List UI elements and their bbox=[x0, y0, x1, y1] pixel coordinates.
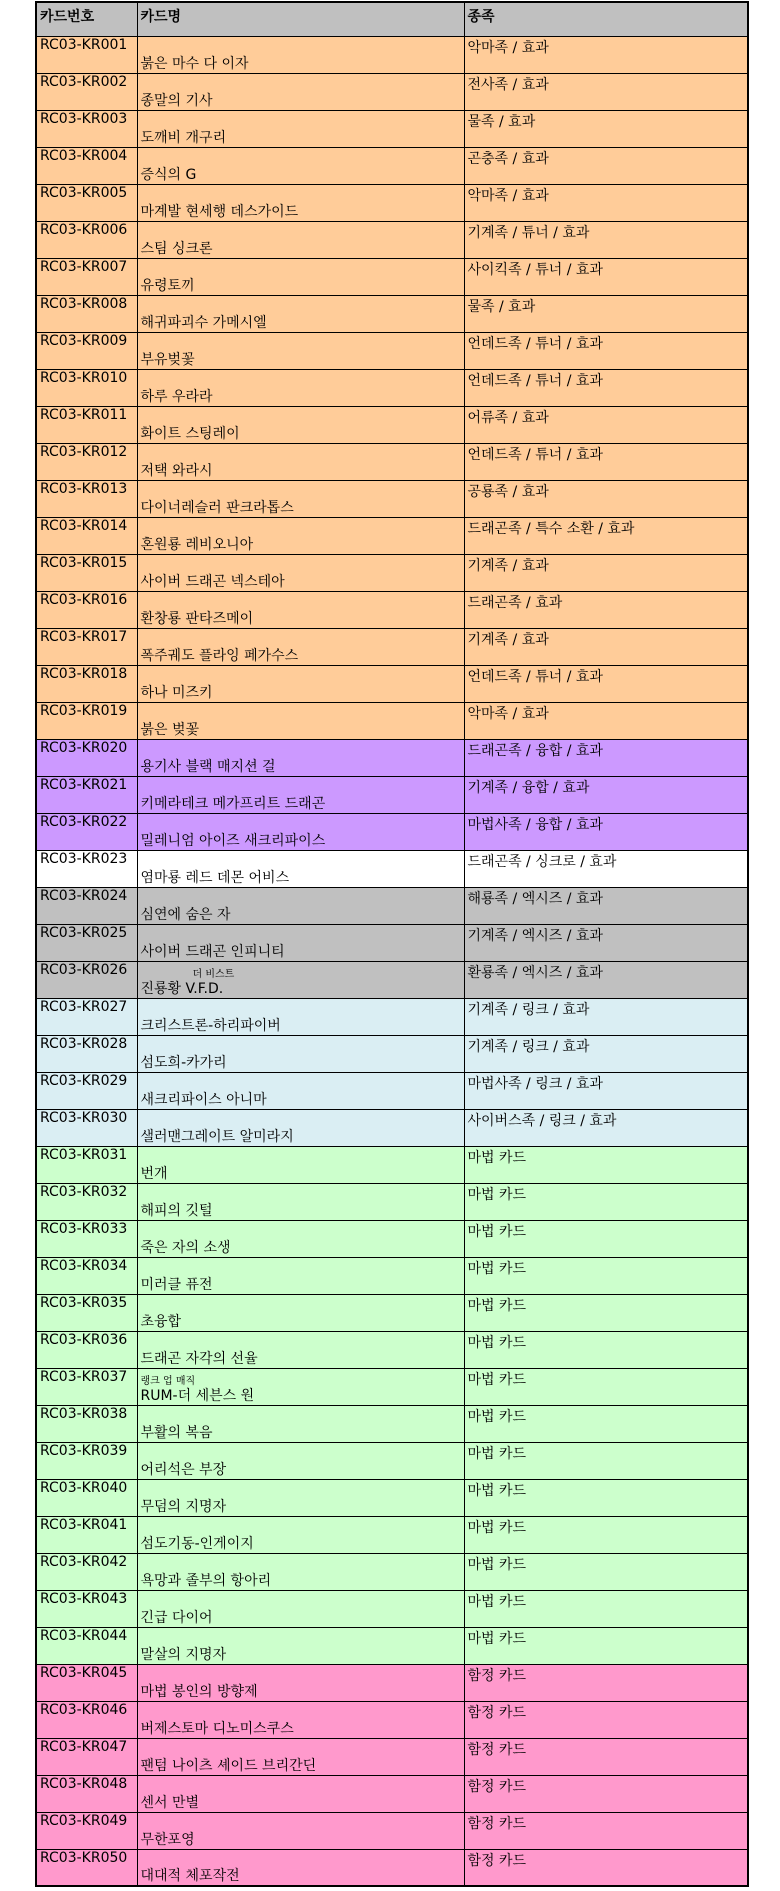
table-row bbox=[36, 1442, 748, 1479]
card-name-text: 번개 bbox=[140, 1165, 168, 1182]
card-name-text: 센서 만별 bbox=[140, 1794, 200, 1811]
card-name-text: 종말의 기사 bbox=[140, 92, 213, 109]
card-number-cell: RC03-KR005 bbox=[36, 184, 137, 221]
race-cell: 해룡족 / 엑시즈 / 효과 bbox=[464, 887, 748, 924]
race-cell: 기계족 / 링크 / 효과 bbox=[464, 1035, 748, 1072]
card-name-text: 스팀 싱크론 bbox=[140, 240, 213, 257]
card-name-cell bbox=[137, 258, 464, 295]
race-cell: 함정 카드 bbox=[464, 1849, 748, 1886]
race-cell: 마법 카드 bbox=[464, 1220, 748, 1257]
card-name-text: 섬도희-카가리 bbox=[140, 1054, 227, 1071]
table-row bbox=[36, 1590, 748, 1627]
card-name-cell bbox=[137, 221, 464, 258]
table-row bbox=[36, 110, 748, 147]
table-row bbox=[36, 480, 748, 517]
card-name-cell bbox=[137, 406, 464, 443]
table-row bbox=[36, 961, 748, 998]
card-number-cell: RC03-KR013 bbox=[36, 480, 137, 517]
race-cell: 곤충족 / 효과 bbox=[464, 147, 748, 184]
card-name-text: 초융합 bbox=[140, 1313, 182, 1330]
card-name-text: 마법 봉인의 방향제 bbox=[140, 1683, 258, 1700]
race-cell: 악마족 / 효과 bbox=[464, 36, 748, 73]
table-row bbox=[36, 443, 748, 480]
card-name-cell bbox=[137, 776, 464, 813]
card-name-text: 혼원룡 레비오니아 bbox=[140, 536, 254, 553]
card-name-text: 대대적 체포작전 bbox=[140, 1868, 240, 1884]
card-name-text: 다이너레슬러 판크라톱스 bbox=[140, 499, 294, 516]
race-cell: 마법사족 / 융합 / 효과 bbox=[464, 813, 748, 850]
card-name-cell bbox=[137, 665, 464, 702]
race-cell: 드래곤족 / 융합 / 효과 bbox=[464, 739, 748, 776]
race-cell: 물족 / 효과 bbox=[464, 295, 748, 332]
card-name-text: 마계발 현세행 데스가이드 bbox=[140, 203, 299, 220]
table-row bbox=[36, 591, 748, 628]
card-name-text: 새크리파이스 아니마 bbox=[140, 1091, 267, 1108]
card-number-cell: RC03-KR044 bbox=[36, 1627, 137, 1664]
card-name-text: 긴급 다이어 bbox=[140, 1609, 213, 1626]
card-name-text: 붉은 마수 다 이자 bbox=[140, 55, 249, 72]
card-name-cell bbox=[137, 1627, 464, 1664]
card-name-cell bbox=[137, 147, 464, 184]
card-number-cell: RC03-KR041 bbox=[36, 1516, 137, 1553]
table-row bbox=[36, 1738, 748, 1775]
race-cell: 환룡족 / 엑시즈 / 효과 bbox=[464, 961, 748, 998]
race-cell: 함정 카드 bbox=[464, 1664, 748, 1701]
card-number-cell: RC03-KR012 bbox=[36, 443, 137, 480]
card-number-cell: RC03-KR019 bbox=[36, 702, 137, 739]
card-name-ruby: 랭크 업 매직 bbox=[140, 1375, 196, 1387]
race-cell: 전사족 / 효과 bbox=[464, 73, 748, 110]
header-row bbox=[36, 2, 748, 36]
table-row bbox=[36, 628, 748, 665]
table-row bbox=[36, 1109, 748, 1146]
table-row bbox=[36, 1405, 748, 1442]
table-row bbox=[36, 258, 748, 295]
card-name-cell bbox=[137, 591, 464, 628]
card-name-cell bbox=[137, 702, 464, 739]
card-name-cell bbox=[137, 924, 464, 961]
card-number-cell: RC03-KR047 bbox=[36, 1738, 137, 1775]
card-number-cell: RC03-KR046 bbox=[36, 1701, 137, 1738]
card-name-cell bbox=[137, 961, 464, 998]
card-name-cell bbox=[137, 480, 464, 517]
table-row bbox=[36, 554, 748, 591]
card-number-cell: RC03-KR004 bbox=[36, 147, 137, 184]
card-name-ruby: 더 비스트 bbox=[192, 968, 235, 980]
table-row bbox=[36, 1553, 748, 1590]
table-row bbox=[36, 776, 748, 813]
race-cell: 공룡족 / 효과 bbox=[464, 480, 748, 517]
card-name-text: 염마룡 레드 데몬 어비스 bbox=[140, 869, 290, 886]
card-number-cell: RC03-KR033 bbox=[36, 1220, 137, 1257]
card-number-cell: RC03-KR014 bbox=[36, 517, 137, 554]
race-cell: 기계족 / 효과 bbox=[464, 554, 748, 591]
race-cell: 마법 카드 bbox=[464, 1146, 748, 1183]
card-list-table bbox=[35, 1, 749, 1887]
card-name-text: 무덤의 지명자 bbox=[140, 1498, 227, 1515]
card-name-cell bbox=[137, 1257, 464, 1294]
card-name-cell bbox=[137, 1849, 464, 1886]
race-cell: 마법 카드 bbox=[464, 1627, 748, 1664]
card-name-cell bbox=[137, 295, 464, 332]
race-cell: 물족 / 효과 bbox=[464, 110, 748, 147]
table-body bbox=[36, 36, 748, 1886]
card-name-cell bbox=[137, 1109, 464, 1146]
card-name-text: 어리석은 부장 bbox=[140, 1461, 227, 1478]
card-name-cell bbox=[137, 1331, 464, 1368]
header-card-number: 카드번호 bbox=[36, 2, 137, 36]
card-name-text: 하나 미즈키 bbox=[140, 684, 213, 701]
race-cell: 언데드족 / 튜너 / 효과 bbox=[464, 665, 748, 702]
table-row bbox=[36, 813, 748, 850]
card-number-cell: RC03-KR026 bbox=[36, 961, 137, 998]
card-name-cell bbox=[137, 36, 464, 73]
card-number-cell: RC03-KR037 bbox=[36, 1368, 137, 1405]
race-cell: 악마족 / 효과 bbox=[464, 184, 748, 221]
card-name-cell bbox=[137, 1294, 464, 1331]
card-name-cell bbox=[137, 1442, 464, 1479]
card-number-cell: RC03-KR021 bbox=[36, 776, 137, 813]
race-cell: 언데드족 / 튜너 / 효과 bbox=[464, 369, 748, 406]
card-name-cell bbox=[137, 1812, 464, 1849]
card-name-text: 사이버 드래곤 넥스테아 bbox=[140, 573, 285, 590]
card-number-cell: RC03-KR020 bbox=[36, 739, 137, 776]
race-cell: 함정 카드 bbox=[464, 1738, 748, 1775]
header-race: 종족 bbox=[464, 2, 748, 36]
race-cell: 기계족 / 효과 bbox=[464, 628, 748, 665]
card-number-cell: RC03-KR018 bbox=[36, 665, 137, 702]
card-number-cell: RC03-KR049 bbox=[36, 1812, 137, 1849]
race-cell: 기계족 / 엑시즈 / 효과 bbox=[464, 924, 748, 961]
card-name-text: 섬도기동-인게이지 bbox=[140, 1535, 254, 1552]
card-number-cell: RC03-KR029 bbox=[36, 1072, 137, 1109]
card-name-text: 붉은 벚꽃 bbox=[140, 721, 200, 738]
race-cell: 어류족 / 효과 bbox=[464, 406, 748, 443]
card-number-cell: RC03-KR003 bbox=[36, 110, 137, 147]
race-cell: 마법 카드 bbox=[464, 1516, 748, 1553]
card-number-cell: RC03-KR034 bbox=[36, 1257, 137, 1294]
race-cell: 마법 카드 bbox=[464, 1590, 748, 1627]
card-number-cell: RC03-KR022 bbox=[36, 813, 137, 850]
table-row bbox=[36, 739, 748, 776]
table-row bbox=[36, 887, 748, 924]
table-row bbox=[36, 332, 748, 369]
table-row bbox=[36, 221, 748, 258]
race-cell: 마법 카드 bbox=[464, 1294, 748, 1331]
table-row bbox=[36, 1294, 748, 1331]
card-name-text: 부활의 복음 bbox=[140, 1424, 213, 1441]
table-row bbox=[36, 1257, 748, 1294]
race-cell: 함정 카드 bbox=[464, 1812, 748, 1849]
race-cell: 악마족 / 효과 bbox=[464, 702, 748, 739]
card-name-text: 저택 와라시 bbox=[140, 462, 213, 479]
table-row bbox=[36, 1516, 748, 1553]
card-number-cell: RC03-KR010 bbox=[36, 369, 137, 406]
race-cell: 드래곤족 / 특수 소환 / 효과 bbox=[464, 517, 748, 554]
card-number-cell: RC03-KR016 bbox=[36, 591, 137, 628]
card-name-text: 해귀파괴수 가메시엘 bbox=[140, 314, 267, 331]
card-name-text: 심연에 숨은 자 bbox=[140, 906, 231, 923]
card-number-cell: RC03-KR017 bbox=[36, 628, 137, 665]
card-name-text: 버제스토마 디노미스쿠스 bbox=[140, 1720, 294, 1737]
card-name-text: 사이버 드래곤 인피니티 bbox=[140, 943, 285, 960]
card-name-text: 드래곤 자각의 선율 bbox=[140, 1350, 258, 1367]
race-cell: 마법 카드 bbox=[464, 1183, 748, 1220]
card-name-cell bbox=[137, 1072, 464, 1109]
card-number-cell: RC03-KR007 bbox=[36, 258, 137, 295]
table-row bbox=[36, 1627, 748, 1664]
card-name-cell bbox=[137, 517, 464, 554]
card-name-cell bbox=[137, 1220, 464, 1257]
table-row bbox=[36, 1479, 748, 1516]
card-name-text: 환창룡 판타즈메이 bbox=[140, 610, 254, 627]
card-name-cell bbox=[137, 1664, 464, 1701]
card-name-cell bbox=[137, 1553, 464, 1590]
table-row bbox=[36, 147, 748, 184]
card-number-cell: RC03-KR035 bbox=[36, 1294, 137, 1331]
table-header bbox=[36, 2, 748, 36]
table-row bbox=[36, 665, 748, 702]
card-number-cell: RC03-KR011 bbox=[36, 406, 137, 443]
card-number-cell: RC03-KR030 bbox=[36, 1109, 137, 1146]
card-name-cell bbox=[137, 184, 464, 221]
card-number-cell: RC03-KR032 bbox=[36, 1183, 137, 1220]
card-name-cell bbox=[137, 110, 464, 147]
card-name-text: 키메라테크 메가프리트 드래곤 bbox=[140, 795, 326, 812]
table-row bbox=[36, 1368, 748, 1405]
card-number-cell: RC03-KR015 bbox=[36, 554, 137, 591]
card-name-cell bbox=[137, 1738, 464, 1775]
card-name-text: 팬텀 나이츠 셰이드 브리간딘 bbox=[140, 1757, 317, 1774]
card-name-cell bbox=[137, 554, 464, 591]
card-name-cell bbox=[137, 998, 464, 1035]
race-cell: 기계족 / 융합 / 효과 bbox=[464, 776, 748, 813]
card-name-cell bbox=[137, 1146, 464, 1183]
header-card-name: 카드명 bbox=[137, 2, 464, 36]
card-number-cell: RC03-KR048 bbox=[36, 1775, 137, 1812]
card-number-cell: RC03-KR050 bbox=[36, 1849, 137, 1886]
card-name-text: 죽은 자의 소생 bbox=[140, 1239, 231, 1256]
card-number-cell: RC03-KR036 bbox=[36, 1331, 137, 1368]
table-row bbox=[36, 73, 748, 110]
card-name-text: 증식의 G bbox=[140, 166, 197, 183]
race-cell: 마법 카드 bbox=[464, 1368, 748, 1405]
card-number-cell: RC03-KR043 bbox=[36, 1590, 137, 1627]
card-number-cell: RC03-KR038 bbox=[36, 1405, 137, 1442]
card-number-cell: RC03-KR045 bbox=[36, 1664, 137, 1701]
table-row bbox=[36, 850, 748, 887]
card-name-cell bbox=[137, 1775, 464, 1812]
race-cell: 드래곤족 / 효과 bbox=[464, 591, 748, 628]
card-number-cell: RC03-KR024 bbox=[36, 887, 137, 924]
race-cell: 사이버스족 / 링크 / 효과 bbox=[464, 1109, 748, 1146]
table-row bbox=[36, 295, 748, 332]
table-row bbox=[36, 1220, 748, 1257]
card-number-cell: RC03-KR001 bbox=[36, 36, 137, 73]
card-number-cell: RC03-KR009 bbox=[36, 332, 137, 369]
race-cell: 마법 카드 bbox=[464, 1257, 748, 1294]
card-name-text: 크리스트론-하리파이버 bbox=[140, 1017, 281, 1034]
card-number-cell: RC03-KR006 bbox=[36, 221, 137, 258]
card-name-cell bbox=[137, 887, 464, 924]
race-cell: 사이킥족 / 튜너 / 효과 bbox=[464, 258, 748, 295]
card-name-cell bbox=[137, 850, 464, 887]
table-row bbox=[36, 184, 748, 221]
card-name-text: 유령토끼 bbox=[140, 277, 195, 294]
table-row bbox=[36, 1035, 748, 1072]
card-name-text: RUM-더 세븐스 원 bbox=[140, 1387, 255, 1404]
card-name-cell bbox=[137, 1368, 464, 1405]
table-row bbox=[36, 702, 748, 739]
card-name-cell bbox=[137, 1183, 464, 1220]
race-cell: 마법 카드 bbox=[464, 1331, 748, 1368]
table-row bbox=[36, 1664, 748, 1701]
card-name-text: 밀레니엄 아이즈 새크리파이스 bbox=[140, 832, 326, 849]
table-row bbox=[36, 1849, 748, 1886]
table-row bbox=[36, 1701, 748, 1738]
card-name-cell bbox=[137, 1479, 464, 1516]
card-name-cell bbox=[137, 1590, 464, 1627]
table-row bbox=[36, 1146, 748, 1183]
race-cell: 기계족 / 튜너 / 효과 bbox=[464, 221, 748, 258]
race-cell: 기계족 / 링크 / 효과 bbox=[464, 998, 748, 1035]
card-name-text: 용기사 블랙 매지션 걸 bbox=[140, 758, 276, 775]
race-cell: 함정 카드 bbox=[464, 1775, 748, 1812]
card-number-cell: RC03-KR002 bbox=[36, 73, 137, 110]
card-name-cell bbox=[137, 1035, 464, 1072]
card-number-cell: RC03-KR039 bbox=[36, 1442, 137, 1479]
card-number-cell: RC03-KR027 bbox=[36, 998, 137, 1035]
table-row bbox=[36, 36, 748, 73]
race-cell: 마법 카드 bbox=[464, 1442, 748, 1479]
card-name-cell bbox=[137, 1405, 464, 1442]
table-row bbox=[36, 1331, 748, 1368]
race-cell: 마법사족 / 링크 / 효과 bbox=[464, 1072, 748, 1109]
table-row bbox=[36, 406, 748, 443]
table-row bbox=[36, 369, 748, 406]
card-number-cell: RC03-KR025 bbox=[36, 924, 137, 961]
card-name-cell bbox=[137, 1516, 464, 1553]
card-name-cell bbox=[137, 332, 464, 369]
race-cell: 드래곤족 / 싱크로 / 효과 bbox=[464, 850, 748, 887]
card-name-cell bbox=[137, 369, 464, 406]
card-name-text: 말살의 지명자 bbox=[140, 1646, 227, 1663]
card-name-text: 폭주궤도 플라잉 페가수스 bbox=[140, 647, 299, 664]
table-row bbox=[36, 517, 748, 554]
race-cell: 마법 카드 bbox=[464, 1553, 748, 1590]
table-row bbox=[36, 1183, 748, 1220]
card-name-text: 진룡황 V.F.D. bbox=[140, 980, 224, 997]
card-name-text: 도깨비 개구리 bbox=[140, 129, 227, 146]
card-number-cell: RC03-KR031 bbox=[36, 1146, 137, 1183]
card-name-cell bbox=[137, 443, 464, 480]
card-name-text: 미러클 퓨전 bbox=[140, 1276, 213, 1293]
card-name-text: 화이트 스팅레이 bbox=[140, 425, 240, 442]
card-name-text: 하루 우라라 bbox=[140, 388, 213, 405]
card-name-text: 욕망과 졸부의 항아리 bbox=[140, 1572, 272, 1589]
card-number-cell: RC03-KR023 bbox=[36, 850, 137, 887]
card-number-cell: RC03-KR028 bbox=[36, 1035, 137, 1072]
card-name-cell bbox=[137, 739, 464, 776]
card-name-cell bbox=[137, 628, 464, 665]
card-name-text: 부유벚꽃 bbox=[140, 351, 195, 368]
card-number-cell: RC03-KR042 bbox=[36, 1553, 137, 1590]
card-name-text: 해피의 깃털 bbox=[140, 1202, 213, 1219]
race-cell: 마법 카드 bbox=[464, 1479, 748, 1516]
table-row bbox=[36, 998, 748, 1035]
card-name-cell bbox=[137, 813, 464, 850]
table-row bbox=[36, 1775, 748, 1812]
card-name-text: 무한포영 bbox=[140, 1831, 195, 1848]
table-row bbox=[36, 1812, 748, 1849]
race-cell: 언데드족 / 튜너 / 효과 bbox=[464, 332, 748, 369]
table-row bbox=[36, 1072, 748, 1109]
race-cell: 언데드족 / 튜너 / 효과 bbox=[464, 443, 748, 480]
card-number-cell: RC03-KR008 bbox=[36, 295, 137, 332]
card-number-cell: RC03-KR040 bbox=[36, 1479, 137, 1516]
race-cell: 마법 카드 bbox=[464, 1405, 748, 1442]
race-cell: 함정 카드 bbox=[464, 1701, 748, 1738]
card-name-text: 샐러맨그레이트 알미라지 bbox=[140, 1128, 294, 1145]
card-name-cell bbox=[137, 73, 464, 110]
card-name-cell bbox=[137, 1701, 464, 1738]
table-row bbox=[36, 924, 748, 961]
